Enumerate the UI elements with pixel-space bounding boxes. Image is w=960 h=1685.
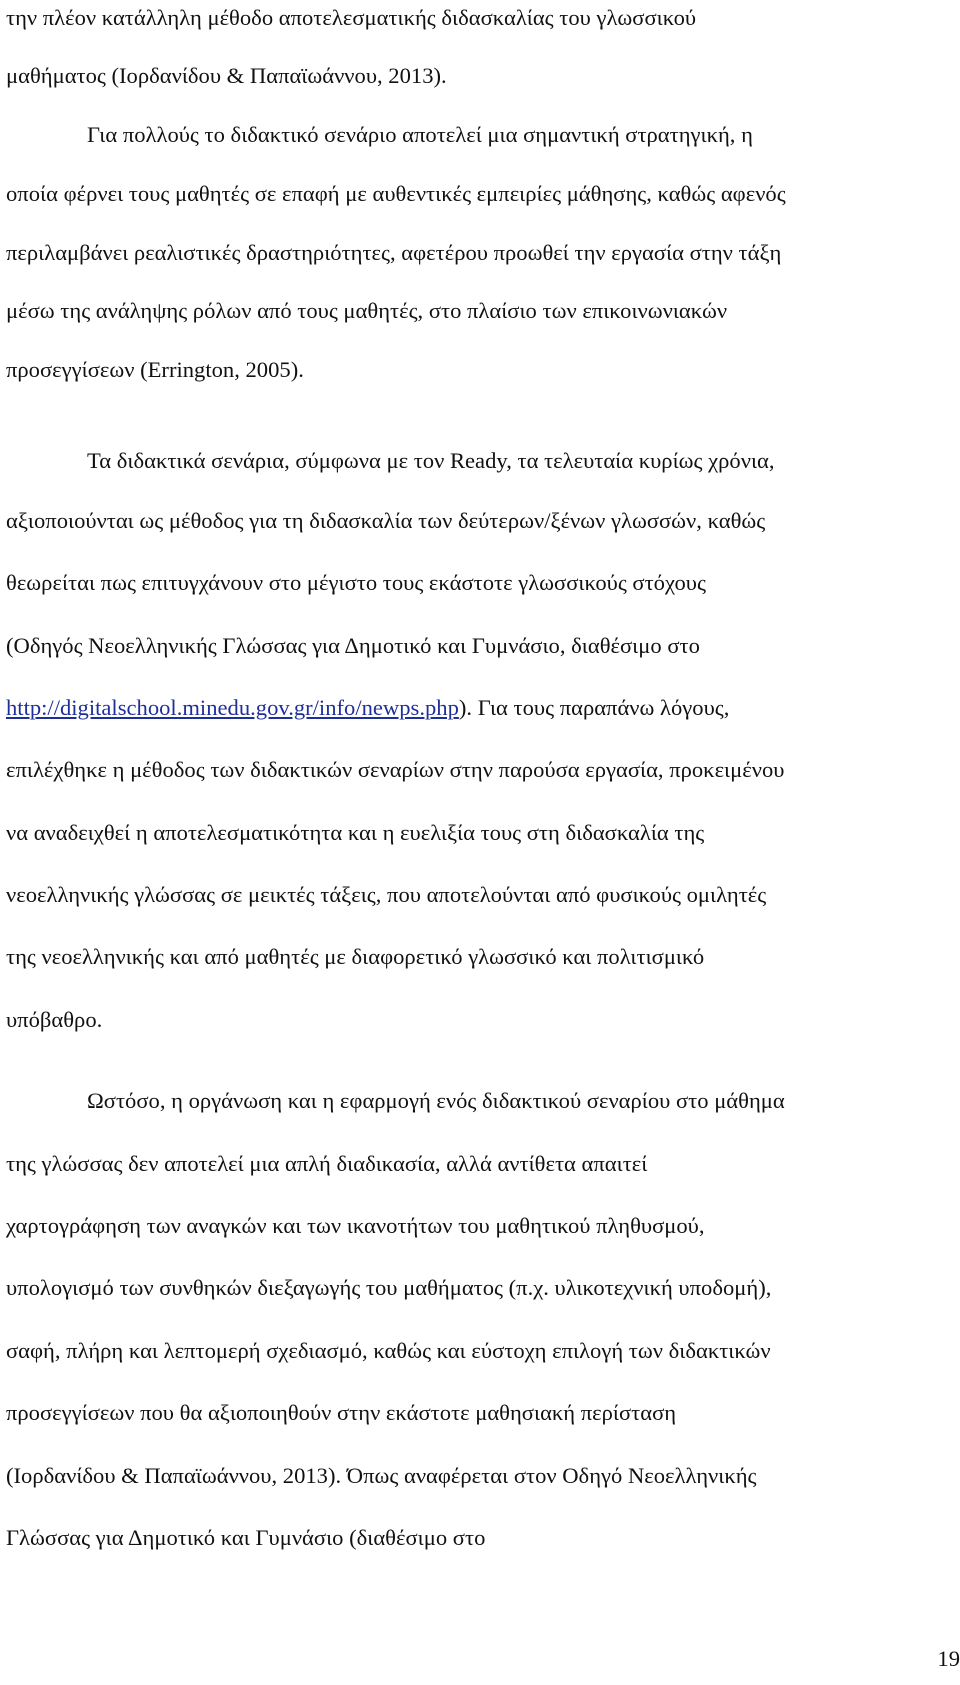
page-number: 19 — [937, 1646, 960, 1671]
text-line: (Οδηγός Νεοελληνικής Γλώσσας για Δημοτικό και Γυμνάσιο, διαθέσιμο στο — [6, 633, 700, 658]
text-line: την πλέον κατάλληλη μέθοδο αποτελεσματικής διδασκαλίας του γλωσσικού — [6, 5, 697, 30]
paragraph-first-line: Ωστόσο, η οργάνωση και η εφαρμογή ενός διδακτικού σεναρίου στο μάθημα — [87, 1088, 785, 1113]
text-line: επιλέχθηκε η μέθοδος των διδακτικών σεναρίων στην παρούσα εργασία, προκειμένου — [6, 757, 785, 782]
paragraph-first-line: Για πολλούς το διδακτικό σενάριο αποτελεί μια σημαντική στρατηγική, η — [87, 122, 753, 147]
text-line: προσεγγίσεων που θα αξιοποιηθούν στην εκάστοτε μαθησιακή περίσταση — [6, 1400, 677, 1425]
text-line: υπολογισμό των συνθηκών διεξαγωγής του μαθήματος (π.χ. υλικοτεχνική υποδομή), — [6, 1275, 772, 1300]
text-line: θεωρείται πως επιτυγχάνουν στο μέγιστο τους εκάστοτε γλωσσικούς στόχους — [6, 570, 706, 595]
text-line: μέσω της ανάληψης ρόλων από τους μαθητές, στο πλαίσιο των επικοινωνιακών — [6, 298, 728, 323]
text-line: υπόβαθρο. — [6, 1007, 103, 1032]
text-line: νεοελληνικής γλώσσας σε μεικτές τάξεις, που αποτελούνται από φυσικούς ομιλητές — [6, 882, 767, 907]
text-line: περιλαμβάνει ρεαλιστικές δραστηριότητες, αφετέρου προωθεί την εργασία στην τάξη — [6, 240, 782, 265]
text-line: Γλώσσας για Δημοτικό και Γυμνάσιο (διαθέσιμο στο — [6, 1525, 486, 1550]
text-line: χαρτογράφηση των αναγκών και των ικανοτήτων του μαθητικού πληθυσμού, — [6, 1213, 705, 1238]
text-line: αξιοποιούνται ως μέθοδος για τη διδασκαλία των δεύτερων/ξένων γλωσσών, καθώς — [6, 508, 766, 533]
text-line: της γλώσσας δεν αποτελεί μια απλή διαδικασία, αλλά αντίθετα απαιτεί — [6, 1151, 648, 1176]
link-text-line — [6, 694, 729, 722]
text-line: σαφή, πλήρη και λεπτομερή σχεδιασμό, καθώς και εύστοχη επιλογή των διδακτικών — [6, 1338, 771, 1363]
text-line: της νεοελληνικής και από μαθητές με διαφορετικό γλωσσικό και πολιτισμικό — [6, 944, 705, 969]
text-line: οποία φέρνει τους μαθητές σε επαφή με αυθεντικές εμπειρίες μάθησης, καθώς αφενός — [6, 181, 786, 206]
link-trailing-text: ). Για τους παραπάνω λόγους, — [458, 695, 730, 720]
text-line: (Ιορδανίδου & Παπαϊωάννου, 2013). Όπως αναφέρεται στον Οδηγό Νεοελληνικής — [6, 1463, 757, 1488]
text-line: προσεγγίσεων (Errington, 2005). — [6, 357, 304, 382]
reference-link[interactable]: http://digitalschool.minedu.gov.gr/info/newps.php — [6, 695, 459, 720]
text-line: να αναδειχθεί η αποτελεσματικότητα και η ευελιξία τους στη διδασκαλία της — [6, 820, 705, 845]
text-line: μαθήματος (Ιορδανίδου & Παπαϊωάννου, 2013). — [6, 63, 447, 88]
paragraph-first-line: Τα διδακτικά σενάρια, σύμφωνα με τον Ready, τα τελευταία κυρίως χρόνια, — [87, 448, 775, 473]
